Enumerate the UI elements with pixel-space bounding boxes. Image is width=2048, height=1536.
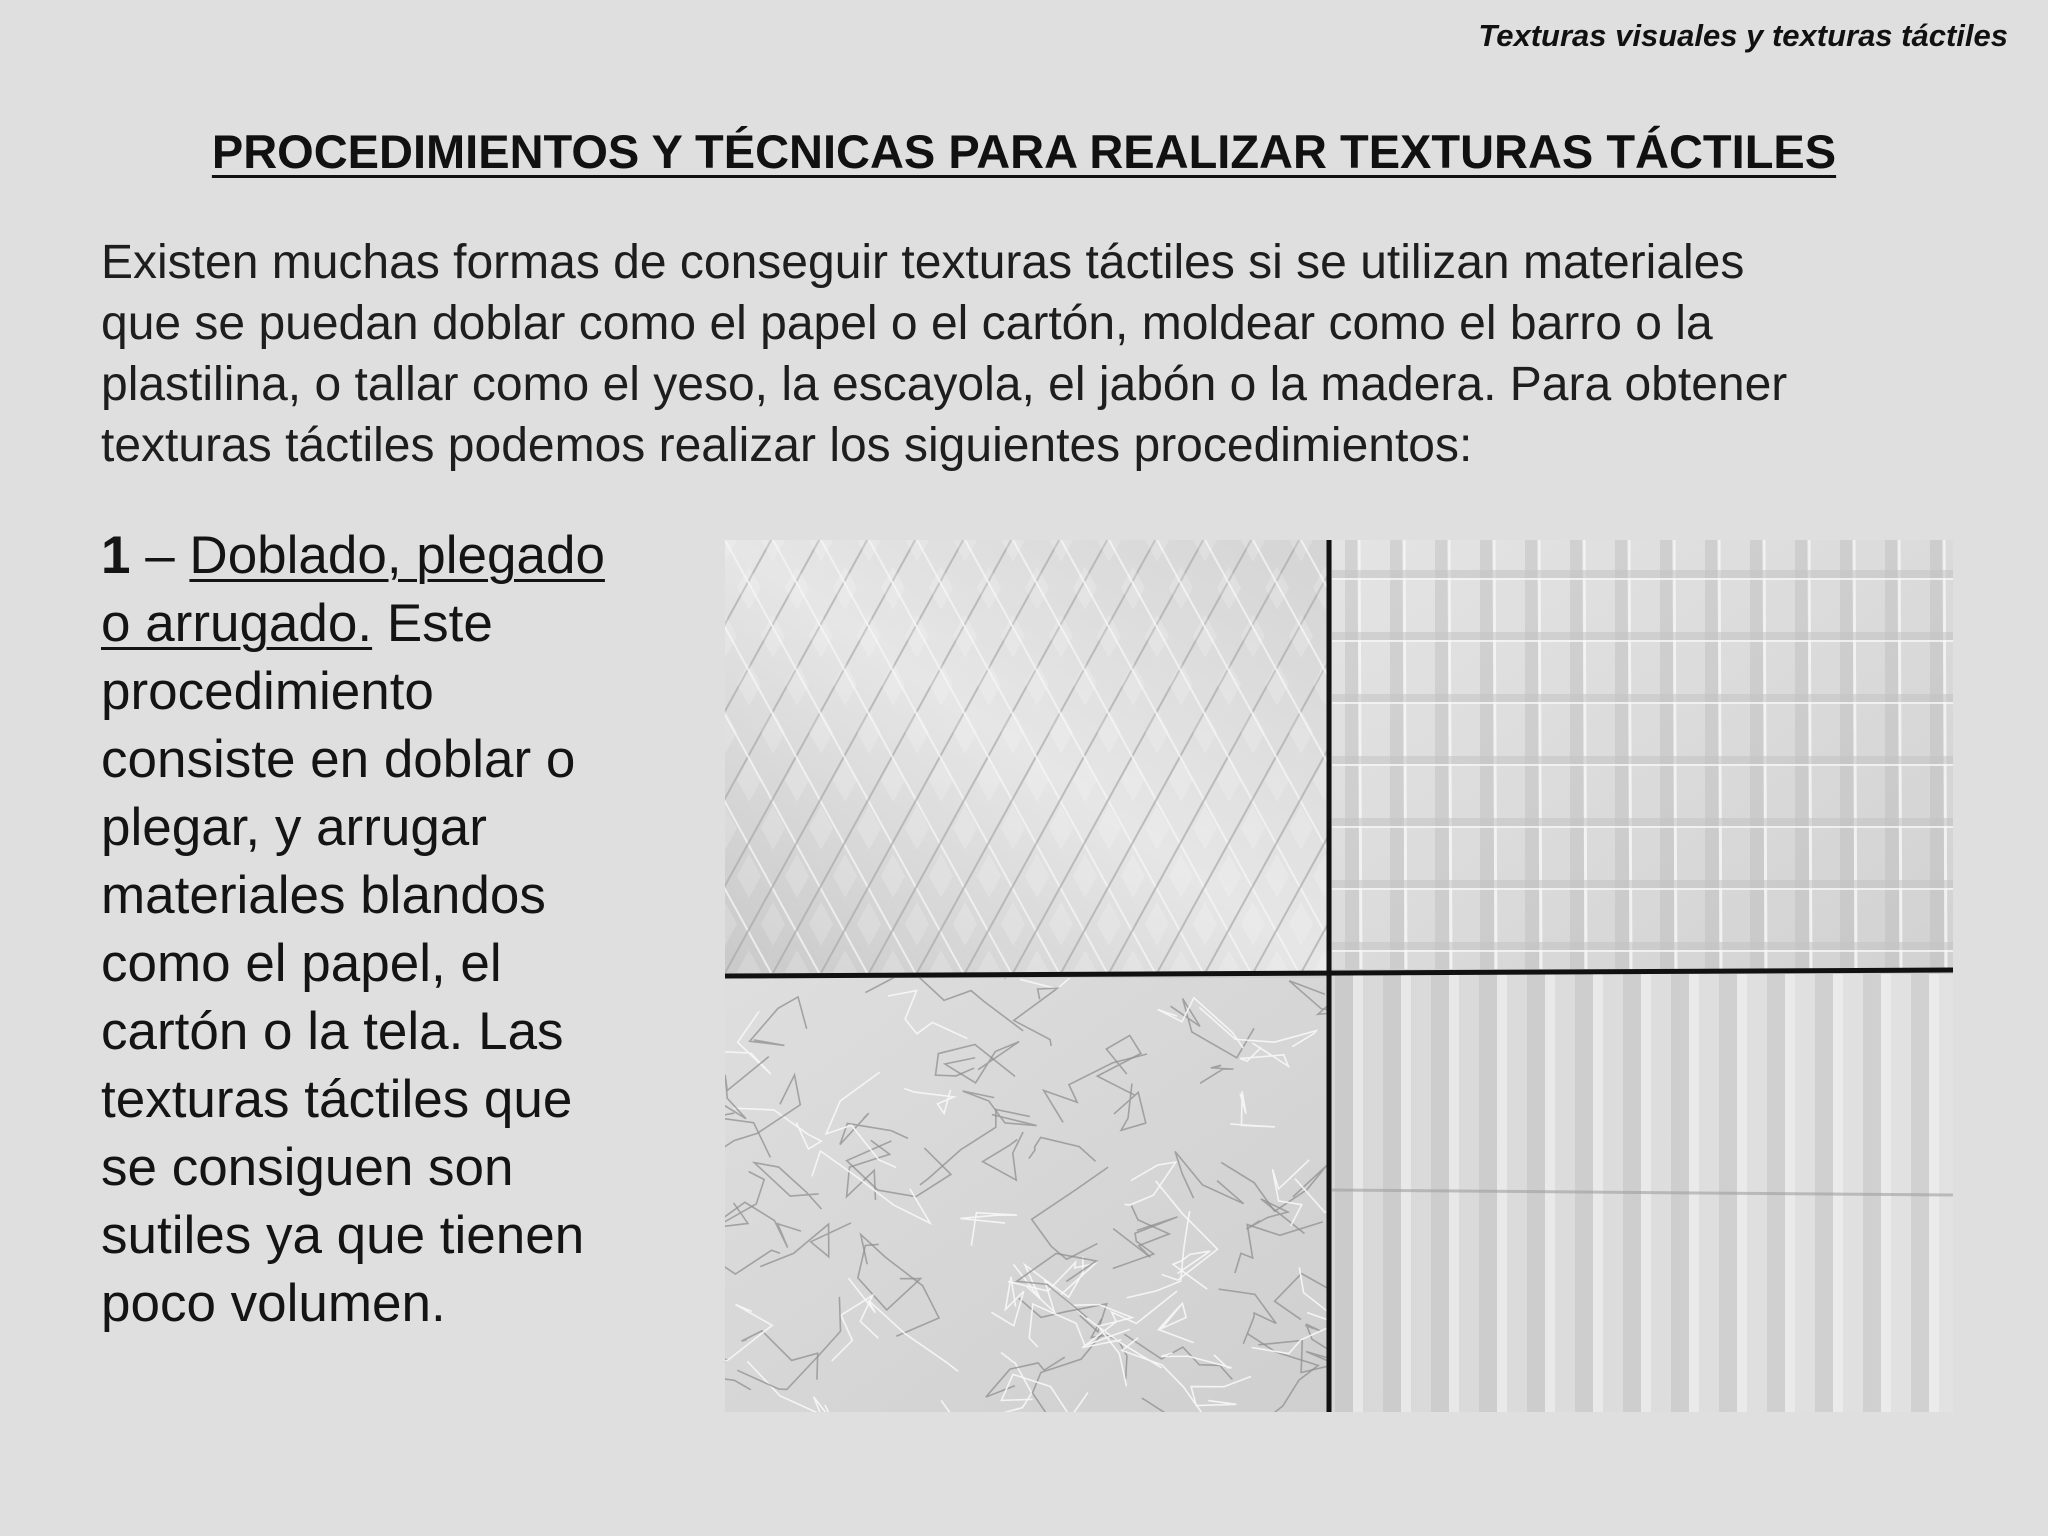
procedure-1-text bbox=[101, 522, 701, 1338]
grid-fold-texture bbox=[1332, 540, 1953, 969]
procedure-body-line: sutiles ya que tienen bbox=[101, 1206, 585, 1265]
intro-line: plastilina, o tallar como el yeso, la escayola, el jabón o la madera. Para obtener bbox=[101, 358, 1788, 411]
procedure-heading-line bbox=[101, 522, 701, 590]
procedure-body-line: procedimiento bbox=[101, 662, 434, 721]
procedure-body-line: se consiguen son bbox=[101, 1138, 514, 1197]
intro-line: Existen muchas formas de conseguir texturas táctiles si se utilizan materiales bbox=[101, 236, 1745, 289]
running-header: Texturas visuales y texturas táctiles bbox=[1478, 18, 2008, 53]
procedure-body-line: plegar, y arrugar bbox=[101, 798, 487, 857]
procedure-body-line: texturas táctiles que bbox=[101, 1070, 573, 1129]
procedure-body-line: poco volumen. bbox=[101, 1274, 446, 1333]
procedure-body-line: cartón o la tela. Las bbox=[101, 1002, 564, 1061]
procedure-dash: – bbox=[130, 526, 190, 585]
folded-paper-textures-photo bbox=[725, 540, 1953, 1412]
texture-photo-image bbox=[725, 540, 1953, 1412]
intro-paragraph bbox=[101, 232, 1981, 476]
procedure-title-part2: o arrugado. bbox=[101, 594, 373, 653]
intro-line: texturas táctiles podemos realizar los siguientes procedimientos: bbox=[101, 419, 1473, 472]
crumpled-texture bbox=[725, 922, 1361, 1412]
procedure-heading-line-2 bbox=[101, 590, 701, 658]
procedure-title-tail: Este bbox=[372, 594, 493, 653]
procedure-number: 1 bbox=[101, 526, 131, 585]
procedure-body-line: materiales blandos bbox=[101, 866, 546, 925]
page-title: PROCEDIMIENTOS Y TÉCNICAS PARA REALIZAR TEXTURAS TÁCTILES bbox=[211, 125, 1837, 178]
procedure-title-part1: Doblado, plegado bbox=[189, 526, 605, 585]
pleated-texture bbox=[1332, 974, 1953, 1412]
procedure-body-line: como el papel, el bbox=[101, 934, 502, 993]
intro-line: que se puedan doblar como el papel o el cartón, moldear como el barro o la bbox=[101, 297, 1713, 350]
procedure-body-line: consiste en doblar o bbox=[101, 730, 576, 789]
